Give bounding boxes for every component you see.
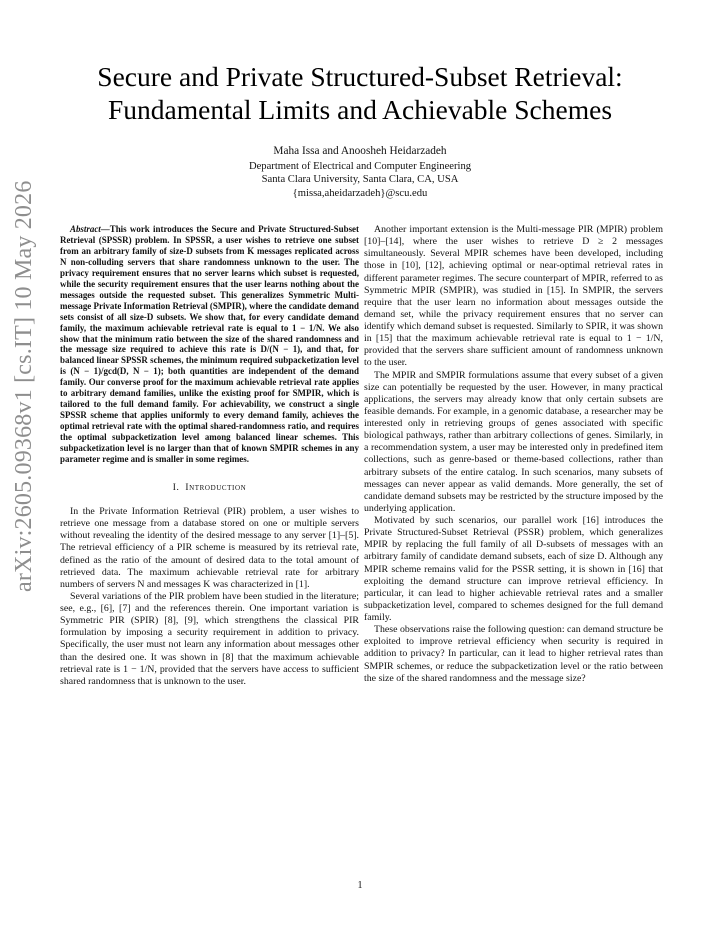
section-title: Introduction <box>185 482 247 493</box>
author-emails: {missa,aheidarzadeh}@scu.edu <box>292 187 428 199</box>
author-names: Maha Issa and Anoosheh Heidarzadeh <box>273 145 447 157</box>
paper-title <box>60 60 660 126</box>
paragraph: The MPIR and SMPIR formulations assume that every subset of a given size can potentially be requested by the user. However, in many practical applications, the servers may already know that only certain subsets are feasible demands. For example, in a genomic database, a researcher may be interested only in retrieving groups of genes associated with specific biological pathways, rather than arbitrary collections of genes. Similarly, in a recommendation system, a user may be interested only in predefined item collections, such as genre-based or theme-based collections, rather than arbitrary subsets of the entire catalog. In such scenarios, many subsets of messages can never appear as valid demands. More generally, the set of candidate demand subsets may be restricted by the structure imposed by the underlying application. <box>364 369 663 514</box>
affiliation-university: Santa Clara University, Santa Clara, CA, USA <box>261 174 459 186</box>
left-column <box>60 224 359 688</box>
title-line-2: Fundamental Limits and Achievable Schemes <box>107 94 613 125</box>
paragraph: Another important extension is the Multi-message PIR (MPIR) problem [10]–[14], where the user wishes to retrieve D ≥ 2 messages simultaneously. Several MPIR schemes have been developed, including those in [10], [12], achieving optimal or near-optimal retrieval rates in different parameter regimes. The secure counterpart of MPIR, referred to as Symmetric MPIR (SMPIR), was studied in [15]. In SMPIR, the servers require that the user learn no information about messages outside the demand set, while the privacy requirement ensures that no server can identify which demand subset is requested. Similarly to SPIR, it was shown in [15] that the maximum achievable retrieval rate is equal to 1 − 1/N, provided that the servers share sufficient amount of randomness unknown to the user. <box>364 224 663 369</box>
paragraph: These observations raise the following question: can demand structure be exploited to improve retrieval efficiency when security is required in addition to privacy? In particular, can it lead to higher retrieval rates than SMPIR schemes, or reduce the subpacketization level or the ratio between the size of the shared randomness and the message size? <box>364 624 663 684</box>
abstract-body: This work introduces the Secure and Private Structured-Subset Retrieval (SPSSR) problem. In SPSSR, a user wishes to retrieve one subset from an arbitrary family of size-D subsets from K messages replicated across N non-colluding servers that share randomness unknown to the user. The privacy requirement ensures that no server learns which subset is requested, while the security requirement ensures that the user learns nothing about the messages outside the requested subset. This generalizes Symmetric Multi-message Private Information Retrieval (SMPIR), where the candidate demand sets consist of all size-D subsets. We show that, for every candidate demand family, the maximum achievable retrieval rate is equal to 1 − 1/N. We also show that the minimum ratio between the size of the shared randomness and the message size required to achieve this rate is D/(N − 1), and that, for balanced linear SPSSR schemes, the minimum required subpacketization level is (N − 1)/gcd(D, N − 1); both quantities are independent of the demand family. Our converse proof for the maximum achievable retrieval rate applies to arbitrary demand families, unlike the existing proof for SMPIR, which is tailored to the full demand family. For achievability, we construct a single SPSSR scheme that applies uniformly to every demand family, achieves the optimal retrieval rate with the optimal shared-randomness ratio, and requires the optimal subpacketization level among balanced linear schemes. This subpacketization level is no larger than that of known SMPIR schemes in any parameter regime and is smaller in some regimes. <box>60 224 359 465</box>
author-block <box>160 145 560 200</box>
right-column <box>364 224 663 685</box>
affiliation-department: Department of Electrical and Computer Engineering <box>248 161 472 173</box>
title-line-1: Secure and Private Structured-Subset Retrieval: <box>97 61 623 92</box>
abstract-dash: — <box>100 224 110 234</box>
arxiv-identifier: arXiv:2605.09368v1 [cs.IT] 10 May 2026 <box>11 180 37 592</box>
section-number: I. <box>172 482 180 493</box>
paragraph: Motivated by such scenarios, our parallel work [16] introduces the Private Structured-Subset Retrieval (PSSR) problem, which generalizes MPIR by replacing the full family of all D-subsets of messages with an arbitrary family of candidate demand subsets, each of size D. Although any MPIR scheme remains valid for the PSSR setting, it is shown in [16] that exploiting the demand structure can improve retrieval efficiency. In particular, it can lead to higher achievable retrieval rates and a smaller subpacketization level, compared to schemes designed for the full demand family. <box>364 515 663 623</box>
paragraph: In the Private Information Retrieval (PIR) problem, a user wishes to retrieve one message from a database stored on one or multiple servers without revealing the identity of the desired message to any server [1]–[5]. The retrieval efficiency of a PIR scheme is measured by its retrieval rate, defined as the ratio of the amount of desired data to the total amount of retrieved data. The maximum achievable retrieval rate for arbitrary numbers of servers N and messages K was characterized in [1]. <box>60 506 359 590</box>
abstract <box>60 224 359 465</box>
page-number: 1 <box>357 880 363 891</box>
section-heading-introduction <box>60 482 359 494</box>
abstract-label: Abstract <box>70 224 101 234</box>
paragraph: Several variations of the PIR problem have been studied in the literature; see, e.g., [6], [7] and the references therein. One important variation is Symmetric PIR (SPIR) [8], [9], which strengthens the classical PIR formulation by imposing a security requirement in addition to privacy. Specifically, the user must not learn any information about messages other than the desired one. It was shown in [8] that the maximum achievable retrieval rate is 1 − 1/N, provided that the servers have access to sufficient shared randomness that is unknown to the user. <box>60 590 359 687</box>
